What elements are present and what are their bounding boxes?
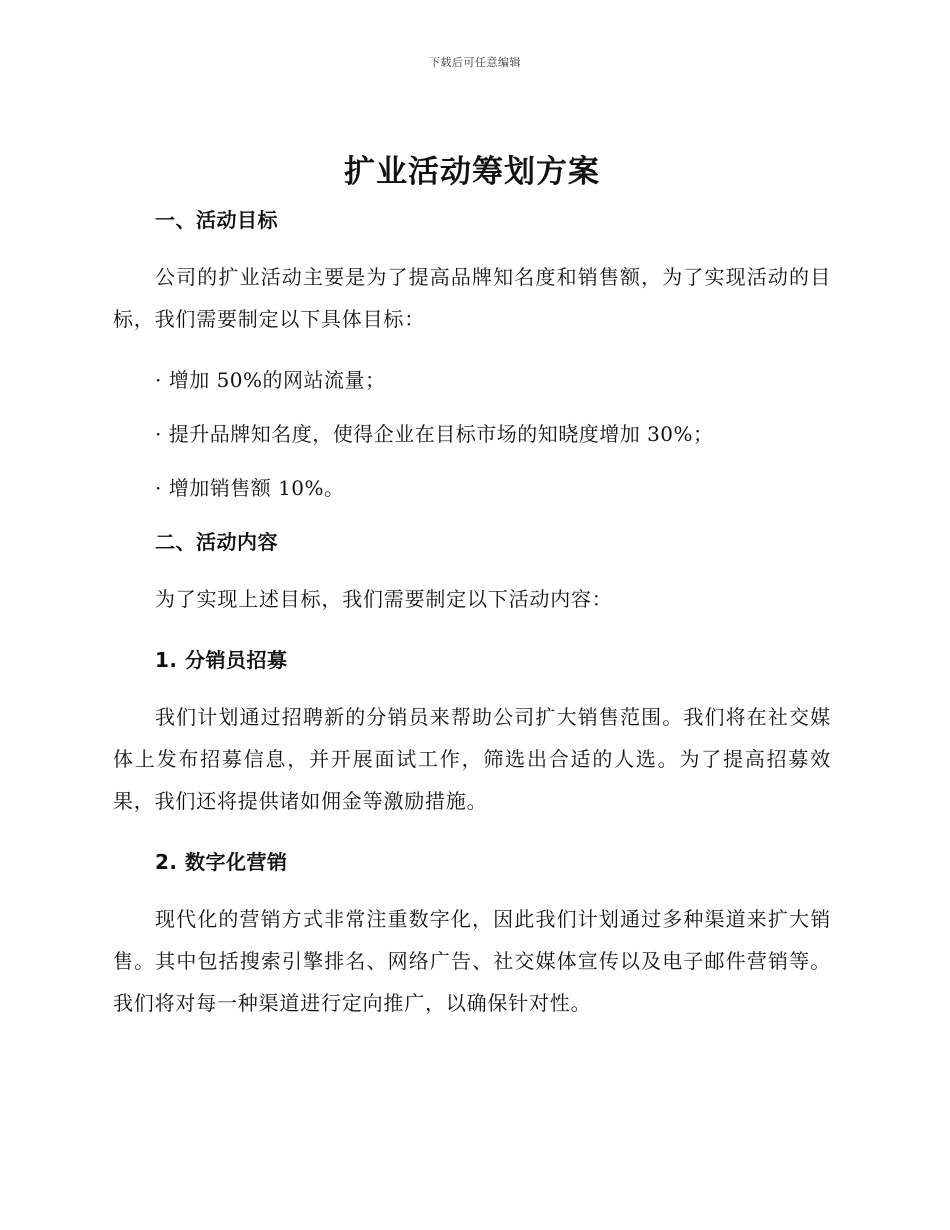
distributor-recruitment-paragraph: 我们计划通过招聘新的分销员来帮助公司扩大销售范围。我们将在社交媒体上发布招募信息，并开展面试工作，筛选出合适的人选。为了提高招募效果，我们还将提供诸如佣金等激励措施。 — [113, 705, 831, 813]
goal-bullet-brand-awareness: · 提升品牌知名度，使得企业在目标市场的知晓度增加 30%； — [155, 422, 714, 446]
subsection-heading-distributor-recruitment: 1. 分销员招募 — [155, 648, 288, 672]
goal-bullet-traffic: · 增加 50%的网站流量； — [155, 368, 386, 392]
digital-marketing-paragraph: 现代化的营销方式非常注重数字化，因此我们计划通过多种渠道来扩大销售。其中包括搜索引擎排名、网络广告、社交媒体宣传以及电子邮件营销等。我们将对每一种渠道进行定向推广，以确保针对性。 — [113, 907, 831, 1015]
goals-intro-paragraph: 公司的扩业活动主要是为了提高品牌知名度和销售额，为了实现活动的目标，我们需要制定以下具体目标： — [113, 265, 831, 331]
subsection-heading-digital-marketing: 2. 数字化营销 — [155, 850, 288, 874]
page-header-note: 下载后可任意编辑 — [429, 56, 521, 69]
document-body — [113, 150, 831, 1024]
section-heading-content: 二、活动内容 — [155, 530, 278, 554]
document-title: 扩业活动筹划方案 — [344, 154, 600, 190]
section-heading-goals: 一、活动目标 — [155, 208, 278, 232]
content-intro-paragraph: 为了实现上述目标，我们需要制定以下活动内容： — [155, 587, 613, 611]
goal-bullet-sales: · 增加销售额 10%。 — [155, 476, 345, 500]
